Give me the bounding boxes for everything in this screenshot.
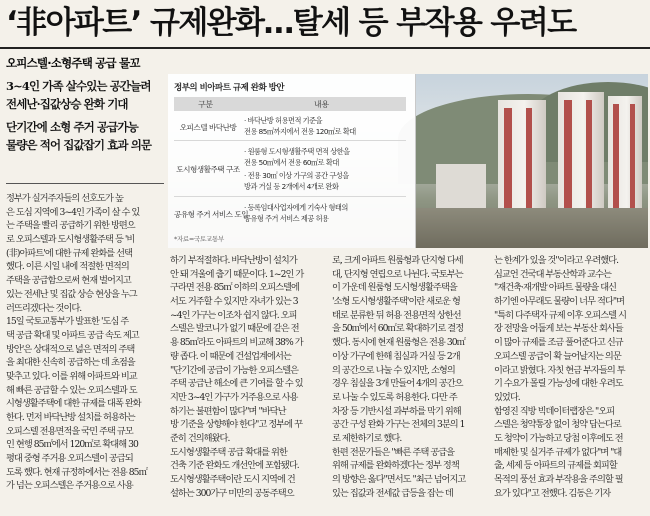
- body-text-line: 경우 침실을 3개 만들어 4개의 공간으: [332, 378, 463, 390]
- body-text-line: 한다. 먼저 바닥난방 설치를 허용하는: [6, 412, 135, 423]
- body-text-line: (非)아파트'에 대한 규제 완화를 선택: [6, 247, 132, 259]
- subheads: [6, 54, 166, 154]
- body-text-line: 15일 국토교통부가 발표한 '도심 주: [6, 316, 129, 328]
- body-text-line: 건축 기준 완화도 개선안에 포함됐다.: [170, 460, 299, 472]
- body-text-line: 정부가 실거주자들의 선호도가 높: [6, 193, 123, 204]
- body-text-line: 기 수요가 몰릴 가능성에 대한 우려도: [494, 378, 623, 390]
- table-title: 정부의 비아파트 규제 완화 방안: [174, 83, 285, 93]
- body-text-line: 용 85㎡라도 아파트의 비교해 38% 가: [170, 337, 303, 349]
- body-text-line: 은 도심 지역에 3~4인 가족이 살 수 있: [6, 206, 140, 218]
- body-text-line: 인 현행 85㎡에서 120㎡로 확대해 30: [6, 439, 138, 451]
- body-text-line: 스텔은 발코니가 없기 때문에 같은 전: [170, 323, 299, 335]
- subhead-line: 3~4인 가족 살수있는 공간늘려: [6, 79, 151, 93]
- body-text-line: 오피스텔 전용면적을 국민 주택 규모: [6, 425, 133, 437]
- table-row-label: 도시형생활주택 구조: [176, 165, 240, 174]
- body-text-line: 공간 구성 완화 가구는 전체의 3분의 1: [332, 419, 465, 431]
- body-text-line: 있는 집값과 전세값 급등을 잡는 데: [332, 487, 453, 499]
- body-text-line: 량 좁다. 이 때문에 건설업계에서는: [170, 350, 291, 362]
- body-text-line: 도 청약이 가능하고 당첨 이후에도 전: [494, 432, 623, 444]
- table-source: *자료=국토교통부: [174, 235, 224, 243]
- body-text-line: 도록 했다. 현재 규정하에서는 전용 85㎡: [6, 466, 147, 478]
- table-header-content: 내용: [314, 100, 329, 109]
- body-text-line: 있는 전세난 및 집값 상승 현상을 누그: [6, 288, 137, 300]
- body-text-line: 택 공급 확대 및 아파트 공급 속도 제고: [6, 329, 139, 341]
- body-text-line: 하기엔 아무래도 물량이 너무 적다"며: [494, 296, 625, 308]
- body-text-line: 있었다.: [494, 391, 520, 403]
- body-text-line: 태로 분류한 뒤 허용 전용면적 상한선: [332, 309, 461, 321]
- body-text-line: 오피스텔 공급이 확 늘어날지는 의문: [494, 350, 621, 362]
- body-column-1: [6, 192, 164, 493]
- body-text-line: 로 나눌 수 있도록 허용한다. 다만 주: [332, 391, 457, 403]
- body-text-line: 주택을 공급함으로써 현재 벌어지고: [6, 275, 131, 287]
- body-text-line: 을 50㎡에서 60㎡로 확대하기로 결정: [332, 323, 464, 335]
- body-text-line: 장 전망을 어둡게 보는 부동산 회사들: [494, 323, 623, 335]
- body-text-line: 방안'은 상대적으로 넓은 면적의 주택: [6, 343, 135, 355]
- body-text-line: 이 많아 규제를 조금 풀어준다고 신규: [494, 337, 623, 349]
- table-row-content: · 원룸형 도시형생활주택 면적 상한을 전용 50㎡에서 전용 60㎡로 확대 · 전용 30㎡ 이상 가구의 공간 구성을 방과 거실 등 2개에서 4개로 완화: [244, 147, 350, 191]
- body-text-line: 로 제한하기로 했다.: [332, 432, 402, 444]
- body-text-line: 안 돼 겨울에 춥기 때문이다. 1~2인 가: [170, 268, 304, 280]
- subhead-line: 물량은 적어 집값잡기 효과 의문: [6, 138, 152, 152]
- body-text-line: 한편 전문가들은 "빠른 주택 공급을: [332, 446, 455, 458]
- body-text-line: 평대 중형 주거용 오피스텔이 공급되: [6, 453, 133, 465]
- body-text-line: 요가 있다"고 전했다. 김동은 기자: [494, 487, 611, 499]
- body-text-line: 차장 등 기반시설 과부하를 막기 위해: [332, 405, 461, 417]
- body-text-line: 대, 단지형 연립으로 나뉜다. 국토부는: [332, 268, 463, 280]
- body-text-line: 의 방향은 옳다"면서도 "최근 넘어지고: [332, 474, 466, 485]
- subhead-line: 전세난·집값상승 완화 기대: [6, 97, 128, 111]
- table-row-label: 공유형 주거 서비스 도입: [174, 210, 249, 219]
- table-row: [174, 143, 406, 197]
- body-text-line: 가 넘는 오피스텔은 주거용으로 사용: [6, 480, 133, 492]
- body-text-line: 는 한계가 있을 것"이라고 우려했다.: [494, 255, 619, 266]
- body-text-line: 맞추고 있다. 이를 위해 아파트와 비교: [6, 370, 137, 382]
- body-text-line: 주택 공급난 해소에 큰 기여를 할 수 있: [170, 378, 303, 390]
- body-text-line: 서도 거주할 수 있지만 자녀가 있는 3: [170, 296, 298, 308]
- body-text-line: 하기 부적절하다. 바닥난방이 설치가: [170, 255, 297, 266]
- subhead-line: 단기간에 소형 주거 공급가능: [6, 120, 138, 134]
- body-text-line: "재건축·재개발 아파트 물량을 대신: [494, 282, 617, 294]
- body-text-line: 이라고 밝혔다. 자칫 현금 부자들의 투: [494, 364, 625, 376]
- body-text-line: 도시형생활주택 공급 확대를 위한: [170, 446, 287, 458]
- table-row: [174, 199, 406, 229]
- body-text-line: 로 오피스텔과 도시형생활주택 등 '비: [6, 234, 135, 246]
- body-text-line: 을 최대한 신속히 공급하는 데 초점을: [6, 357, 135, 369]
- body-column-4: [494, 254, 646, 500]
- body-text-line: 설하는 300가구 미만의 공동주택으: [170, 487, 294, 499]
- body-text-line: 위해 규제를 완화하겠다는 정부 정책: [332, 460, 459, 472]
- table-header-category: 구분: [198, 100, 213, 109]
- body-text-line: 러뜨리겠다는 것이다.: [6, 302, 82, 314]
- table-row-label: 오피스텔 바닥난방: [179, 123, 237, 132]
- body-text-line: 는 주택을 빨리 공급하기 위한 방편으: [6, 220, 135, 232]
- headline: ‘非아파트’ 규제완화…탈세 등 부작용 우려도: [6, 5, 576, 41]
- table-row-content: · 등록임대사업자에게 기숙사 형태의 공유형 주거 서비스 제공 허용: [244, 203, 348, 223]
- body-text-line: 했다. 이른 시일 내에 적절한 면적의: [6, 261, 129, 273]
- body-text-line: "특히 다주택자 규제 이후 오피스텔 시: [494, 309, 627, 321]
- body-column-2: [170, 254, 326, 500]
- body-text-line: 이 가운데 원룸형 도시형생활주택을: [332, 282, 457, 294]
- body-text-line: 매제한 및 실거주 규제가 없다"며 "대: [494, 446, 622, 458]
- body-column-3: [332, 254, 488, 500]
- body-text-line: 해 빠른 공급할 수 있는 오피스텔과 도: [6, 384, 137, 396]
- body-text-line: 지만 3~4인 가구가 거주용으로 사용: [170, 391, 298, 403]
- body-text-line: '소형 도시형생활주택'이란 새로운 형: [332, 296, 460, 308]
- body-text-line: 도시형생활주택이란 도시 지역에 건: [170, 474, 295, 485]
- body-text-line: 하기는 불편함이 많다"며 "바닥난: [170, 405, 286, 417]
- body-text-line: 의 공간으로 나눌 수 있지만, 소형의: [332, 364, 455, 376]
- body-text-line: 시형생활주택에 대한 규제를 대폭 완화: [6, 398, 141, 410]
- body-text-line: 했다. 동시에 현재 원룸형은 전용 30㎡: [332, 337, 465, 349]
- body-text-line: 스텔은 청약통장 없이 청약 답는다로: [494, 419, 621, 431]
- body-text-line: ~4인 가구는 이조차 쉽지 않다. 오피: [170, 309, 297, 321]
- body-text-line: 로, 크게 아파트 원룸형과 단지형 다세: [332, 255, 463, 266]
- subhead-main: 오피스텔·소형주택 공급 물꼬: [6, 56, 140, 70]
- body-text-line: 심교언 건국대 부동산학과 교수는: [494, 268, 611, 280]
- body-text-line: 방 기준을 상향해야 한다"고 정부에 꾸: [170, 419, 303, 431]
- body-text-line: "단기간에 공급이 가능한 오피스텔은: [170, 364, 299, 376]
- article-figure: [168, 74, 648, 248]
- headline-rule: [0, 47, 650, 49]
- body-text-line: 목적의 풍선 효과 부작용을 주의할 필: [494, 474, 623, 485]
- body-text-line: 출, 세제 등 아파트의 규제를 회피할: [494, 460, 617, 472]
- body-text-line: 구라면 전용 85㎡ 이하의 오피스텔에: [170, 282, 299, 294]
- table-row: [174, 113, 406, 141]
- table-row-content: · 바닥난방 허용면적 기준을 전용 85㎡까지에서 전용 120㎡로 확대: [244, 116, 356, 136]
- body-text-line: 이상 가구에 한해 침실과 거실 등 2개: [332, 350, 460, 362]
- table-header: [174, 97, 406, 111]
- body-text-line: 함영진 직방 빅데이터랩장은 "오피: [494, 405, 615, 417]
- policy-table: [168, 74, 416, 248]
- subhead-divider: [6, 183, 164, 184]
- body-text-line: 준히 건의해왔다.: [170, 432, 230, 444]
